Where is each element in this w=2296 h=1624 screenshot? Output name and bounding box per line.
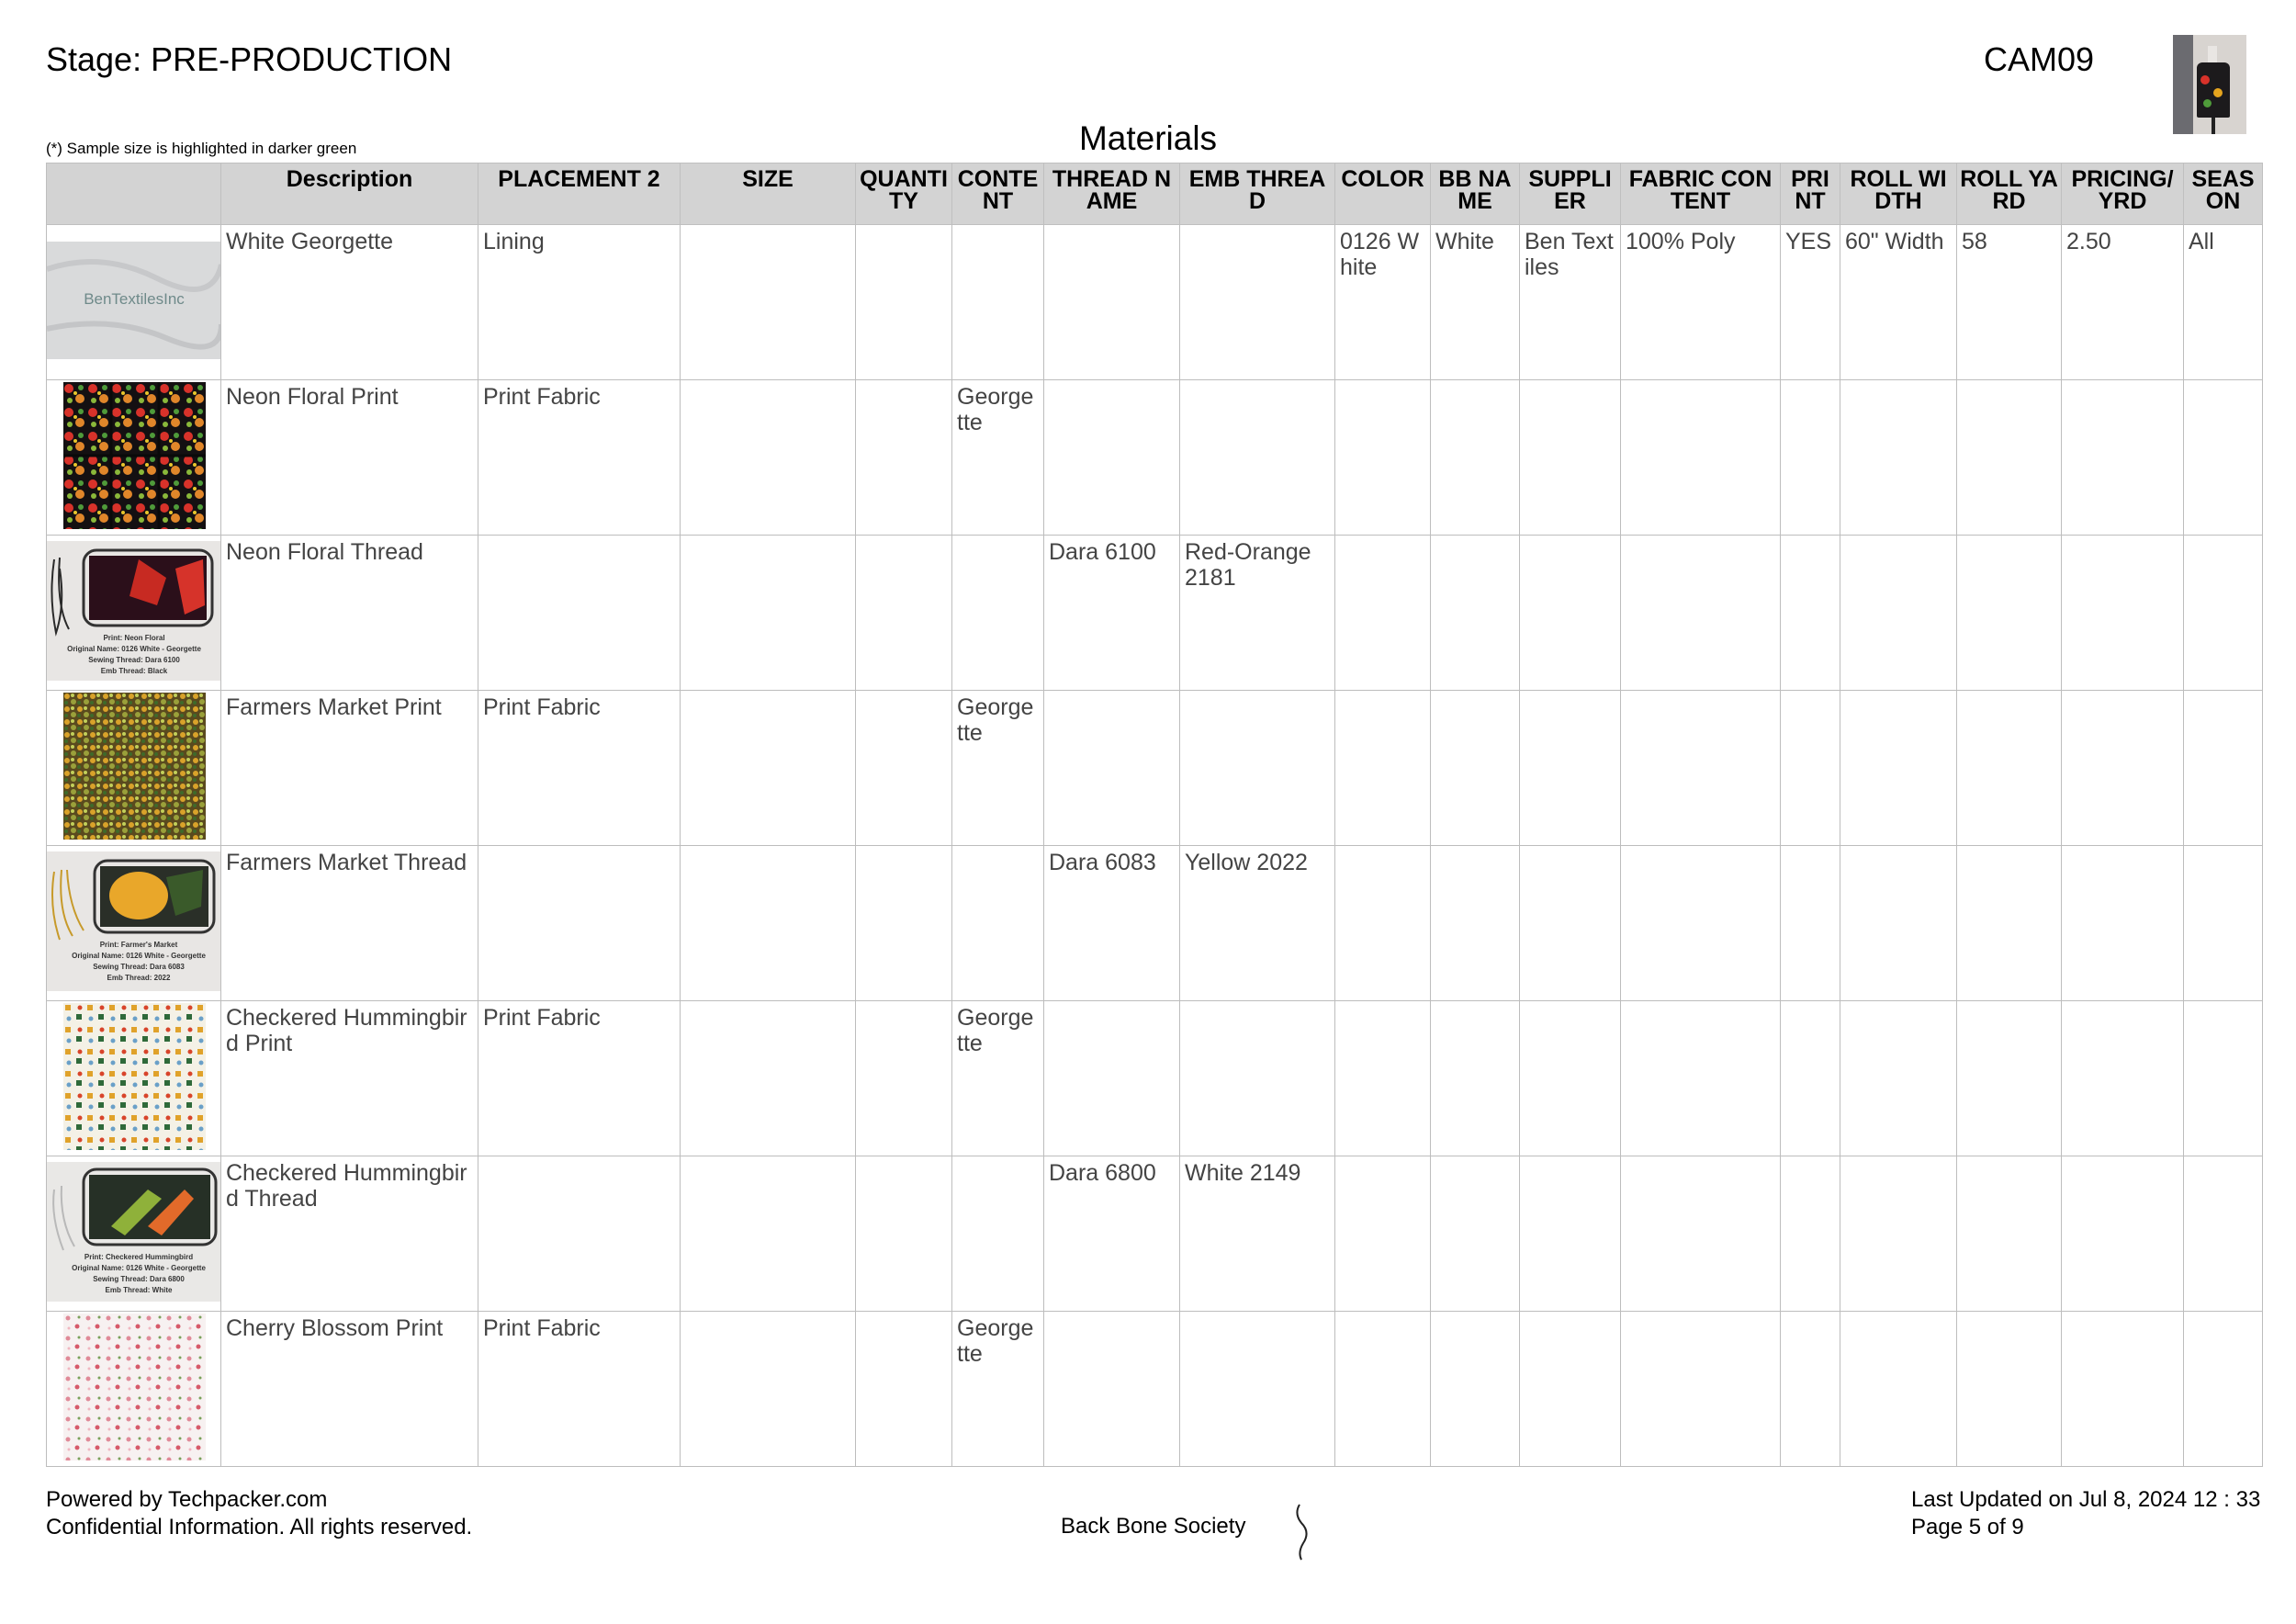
description-cell: Checkered Hummingbird Print [221,1001,478,1156]
neon-floral-print-swatch [63,382,206,529]
bb-name-cell: White [1431,225,1520,380]
footer-right [1911,1486,2260,1541]
col-bb-name: BB NAME [1431,164,1520,225]
thread-name-cell [1044,1001,1180,1156]
size-cell [681,846,856,1001]
roll-yard-cell [1957,1001,2062,1156]
size-cell [681,225,856,380]
emb-thread-cell [1180,1001,1335,1156]
card-line: Sewing Thread: Dara 6800 [93,1275,185,1283]
supplier-cell [1520,380,1621,536]
season-cell [2184,1156,2263,1312]
bb-name-cell [1431,1312,1520,1467]
size-cell [681,536,856,691]
color-cell: 0126 White [1335,225,1431,380]
col-roll-width: ROLL WIDTH [1840,164,1957,225]
sample-size-note: (*) Sample size is highlighted in darker green [46,140,357,157]
pricing-cell [2062,846,2184,1001]
color-cell [1335,1156,1431,1312]
roll-width-cell [1840,1312,1957,1467]
supplier-cell: Ben Textiles [1520,225,1621,380]
material-image-cell [47,846,221,1001]
placement-cell: Print Fabric [478,380,681,536]
color-cell [1335,691,1431,846]
thread-name-cell: Dara 6083 [1044,846,1180,1001]
roll-width-cell [1840,1001,1957,1156]
col-supplier: SUPPLIER [1520,164,1621,225]
description-cell: Neon Floral Thread [221,536,478,691]
pricing-cell [2062,1001,2184,1156]
emb-thread-cell [1180,225,1335,380]
fabric-content-cell [1621,1312,1781,1467]
description-cell: Checkered Hummingbird Thread [221,1156,478,1312]
print-cell [1781,536,1840,691]
quantity-cell [856,1312,952,1467]
confidential-text: Confidential Information. All rights reserved. [46,1515,473,1539]
col-emb-thread: EMB THREAD [1180,164,1335,225]
pricing-cell [2062,691,2184,846]
col-placement: PLACEMENT 2 [478,164,681,225]
emb-thread-cell: Yellow 2022 [1180,846,1335,1001]
farmers-market-thread-card [47,851,221,991]
farmers-market-print-swatch [63,693,206,840]
roll-yard-cell [1957,1312,2062,1467]
footer-left [46,1486,472,1541]
description-cell: Neon Floral Print [221,380,478,536]
col-color: COLOR [1335,164,1431,225]
col-image [47,164,221,225]
table-row [47,1312,2263,1467]
placement-cell: Print Fabric [478,1001,681,1156]
neon-floral-thread-card [47,541,221,681]
roll-yard-cell [1957,691,2062,846]
swatch-logo-text: BenTextilesInc [84,290,185,308]
col-season: SEASON [2184,164,2263,225]
fabric-content-cell [1621,691,1781,846]
checkered-hummingbird-print-swatch [63,1003,206,1150]
quantity-cell [856,846,952,1001]
col-quantity: QUANTITY [856,164,952,225]
brand-logo-icon [1290,1503,1318,1562]
supplier-cell [1520,1001,1621,1156]
thread-name-cell [1044,380,1180,536]
roll-width-cell [1840,380,1957,536]
thread-name-cell: Dara 6800 [1044,1156,1180,1312]
card-line: Original Name: 0126 White - Georgette [67,645,201,653]
section-title: Materials [1078,119,1218,157]
roll-yard-cell: 58 [1957,225,2062,380]
print-cell: YES [1781,225,1840,380]
table-row [47,380,2263,536]
last-updated-text: Last Updated on Jul 8, 2024 12 : 33 [1911,1487,2261,1512]
col-pricing: PRICING/YRD [2062,164,2184,225]
placement-cell: Lining [478,225,681,380]
pricing-cell [2062,536,2184,691]
thread-name-cell [1044,1312,1180,1467]
color-cell [1335,1312,1431,1467]
card-line: Emb Thread: White [105,1286,173,1294]
season-cell [2184,691,2263,846]
supplier-cell [1520,1156,1621,1312]
print-cell [1781,846,1840,1001]
fabric-content-cell [1621,1001,1781,1156]
card-line: Print: Checkered Hummingbird [84,1253,194,1261]
card-line: Print: Neon Floral [103,634,165,642]
roll-yard-cell [1957,1156,2062,1312]
bb-name-cell [1431,1156,1520,1312]
material-image-cell [47,225,221,380]
thread-name-cell [1044,691,1180,846]
print-cell [1781,380,1840,536]
stage-title: Stage: PRE-PRODUCTION [46,40,453,78]
bb-name-cell [1431,1001,1520,1156]
col-description: Description [221,164,478,225]
material-image-cell [47,1001,221,1156]
quantity-cell [856,1001,952,1156]
table-row [47,536,2263,691]
bb-name-cell [1431,691,1520,846]
content-cell: Georgette [952,691,1044,846]
roll-width-cell [1840,846,1957,1001]
placement-cell [478,536,681,691]
print-cell [1781,1156,1840,1312]
placement-cell [478,1156,681,1312]
fabric-content-cell [1621,380,1781,536]
size-cell [681,1312,856,1467]
emb-thread-cell: Red-Orange 2181 [1180,536,1335,691]
bb-name-cell [1431,846,1520,1001]
card-line: Original Name: 0126 White - Georgette [72,952,206,960]
material-image-cell [47,536,221,691]
supplier-cell [1520,846,1621,1001]
cherry-blossom-print-swatch [63,1314,206,1460]
emb-thread-cell [1180,691,1335,846]
print-cell [1781,1001,1840,1156]
content-cell: Georgette [952,1312,1044,1467]
color-cell [1335,846,1431,1001]
pricing-cell [2062,380,2184,536]
description-cell: Farmers Market Thread [221,846,478,1001]
season-cell [2184,1001,2263,1156]
fabric-content-cell [1621,846,1781,1001]
table-row [47,1156,2263,1312]
color-cell [1335,1001,1431,1156]
material-image-cell [47,1312,221,1467]
content-cell: Georgette [952,380,1044,536]
quantity-cell [856,225,952,380]
card-line: Emb Thread: Black [100,667,168,675]
season-cell [2184,846,2263,1001]
print-cell [1781,691,1840,846]
content-cell [952,225,1044,380]
table-row [47,225,2263,380]
roll-yard-cell [1957,846,2062,1001]
fabric-content-cell: 100% Poly [1621,225,1781,380]
thread-name-cell [1044,225,1180,380]
page-number-text: Page 5 of 9 [1911,1515,2024,1539]
card-line: Sewing Thread: Dara 6083 [93,963,185,971]
placement-cell: Print Fabric [478,1312,681,1467]
bb-name-cell [1431,536,1520,691]
roll-width-cell [1840,691,1957,846]
materials-table [46,163,2263,1467]
emb-thread-cell [1180,1312,1335,1467]
checkered-hummingbird-thread-card [47,1162,221,1302]
table-row [47,846,2263,1001]
brand-name: Back Bone Society [1061,1514,1246,1539]
card-line: Original Name: 0126 White - Georgette [72,1264,206,1272]
supplier-cell [1520,691,1621,846]
roll-width-cell [1840,1156,1957,1312]
roll-yard-cell [1957,536,2062,691]
print-cell [1781,1312,1840,1467]
color-cell [1335,536,1431,691]
description-cell: Farmers Market Print [221,691,478,846]
content-cell [952,846,1044,1001]
roll-width-cell [1840,536,1957,691]
col-size: SIZE [681,164,856,225]
size-cell [681,1001,856,1156]
supplier-cell [1520,536,1621,691]
size-cell [681,380,856,536]
placement-cell: Print Fabric [478,691,681,846]
fabric-content-cell [1621,1156,1781,1312]
col-thread-name: THREAD NAME [1044,164,1180,225]
card-line: Sewing Thread: Dara 6100 [88,656,180,664]
emb-thread-cell [1180,380,1335,536]
placement-cell [478,846,681,1001]
white-georgette-swatch [47,242,221,359]
quantity-cell [856,1156,952,1312]
powered-by-text: Powered by Techpacker.com [46,1487,328,1512]
pricing-cell: 2.50 [2062,225,2184,380]
col-content: CONTENT [952,164,1044,225]
roll-yard-cell [1957,380,2062,536]
card-line: Emb Thread: 2022 [107,974,171,982]
quantity-cell [856,380,952,536]
col-print: PRINT [1781,164,1840,225]
bb-name-cell [1431,380,1520,536]
card-line: Print: Farmer's Market [99,941,178,949]
color-cell [1335,380,1431,536]
col-roll-yard: ROLL YARD [1957,164,2062,225]
style-code: CAM09 [1984,40,2095,78]
season-cell [2184,536,2263,691]
material-image-cell [47,1156,221,1312]
emb-thread-cell: White 2149 [1180,1156,1335,1312]
content-cell [952,1156,1044,1312]
pricing-cell [2062,1312,2184,1467]
material-image-cell [47,691,221,846]
quantity-cell [856,536,952,691]
size-cell [681,1156,856,1312]
season-cell [2184,1312,2263,1467]
description-cell: White Georgette [221,225,478,380]
season-cell: All [2184,225,2263,380]
size-cell [681,691,856,846]
season-cell [2184,380,2263,536]
col-fabric-content: FABRIC CONTENT [1621,164,1781,225]
pricing-cell [2062,1156,2184,1312]
table-row [47,691,2263,846]
description-cell: Cherry Blossom Print [221,1312,478,1467]
material-image-cell [47,380,221,536]
quantity-cell [856,691,952,846]
table-row [47,1001,2263,1156]
thread-name-cell: Dara 6100 [1044,536,1180,691]
content-cell [952,536,1044,691]
fabric-content-cell [1621,536,1781,691]
table-header-row [47,164,2263,225]
supplier-cell [1520,1312,1621,1467]
roll-width-cell: 60" Width [1840,225,1957,380]
content-cell: Georgette [952,1001,1044,1156]
